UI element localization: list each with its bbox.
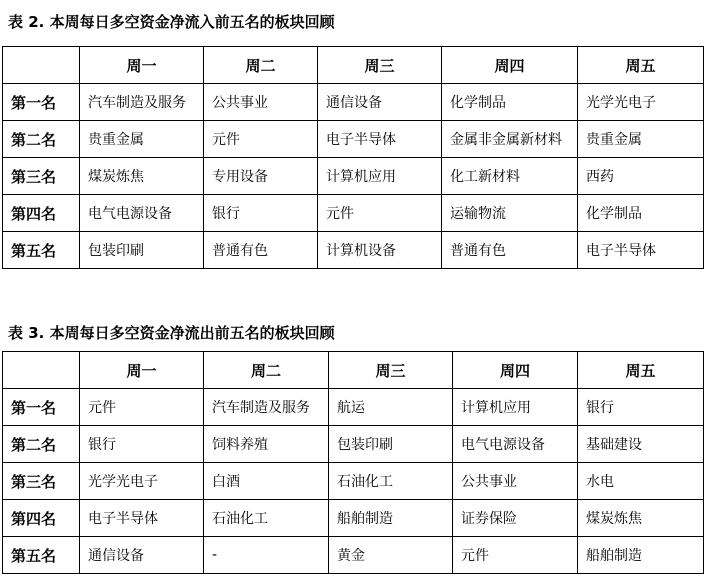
table-cell: 电子半导体	[80, 500, 204, 537]
table-cell: 船舶制造	[329, 500, 453, 537]
row-header: 第四名	[3, 500, 80, 537]
table2-inflow	[2, 46, 704, 269]
column-header: 周二	[204, 47, 318, 84]
table3-caption: 表 3. 本周每日多空资金净流出前五名的板块回顾	[8, 324, 335, 342]
table-row	[3, 121, 704, 158]
header-row	[3, 47, 704, 84]
table-cell: 电子半导体	[318, 121, 442, 158]
table-cell: 通信设备	[318, 84, 442, 121]
table-cell: 金属非金属新材料	[442, 121, 578, 158]
table-cell: 船舶制造	[578, 537, 704, 574]
row-header: 第三名	[3, 463, 80, 500]
row-header: 第二名	[3, 121, 80, 158]
column-header: 周三	[318, 47, 442, 84]
table-cell: 电气电源设备	[80, 195, 204, 232]
table-cell: 计算机设备	[318, 232, 442, 269]
table-cell: 水电	[578, 463, 704, 500]
corner-cell	[3, 352, 80, 389]
row-header: 第三名	[3, 158, 80, 195]
table-row	[3, 195, 704, 232]
table-cell: 电子半导体	[578, 232, 704, 269]
table-cell: 航运	[329, 389, 453, 426]
table-cell: 元件	[80, 389, 204, 426]
table-cell: 公共事业	[204, 84, 318, 121]
table-row	[3, 463, 704, 500]
table-cell: 银行	[80, 426, 204, 463]
column-header: 周二	[204, 352, 329, 389]
table-row	[3, 84, 704, 121]
table-cell: -	[204, 537, 329, 574]
column-header: 周一	[80, 47, 204, 84]
table-cell: 石油化工	[204, 500, 329, 537]
table-cell: 计算机应用	[318, 158, 442, 195]
table2-caption: 表 2. 本周每日多空资金净流入前五名的板块回顾	[8, 13, 335, 31]
table-cell: 西药	[578, 158, 704, 195]
table-row	[3, 158, 704, 195]
table-cell: 化工新材料	[442, 158, 578, 195]
column-header: 周四	[442, 47, 578, 84]
column-header: 周一	[80, 352, 204, 389]
table-row	[3, 500, 704, 537]
table-cell: 煤炭炼焦	[578, 500, 704, 537]
table-cell: 基础建设	[578, 426, 704, 463]
table-cell: 饲料养殖	[204, 426, 329, 463]
row-header: 第五名	[3, 232, 80, 269]
table-cell: 普通有色	[442, 232, 578, 269]
table-cell: 化学制品	[578, 195, 704, 232]
row-header: 第一名	[3, 84, 80, 121]
table-cell: 汽车制造及服务	[80, 84, 204, 121]
table-cell: 通信设备	[80, 537, 204, 574]
column-header: 周五	[578, 352, 704, 389]
table-cell: 化学制品	[442, 84, 578, 121]
table-cell: 公共事业	[453, 463, 578, 500]
table-cell: 元件	[204, 121, 318, 158]
column-header: 周四	[453, 352, 578, 389]
row-header: 第一名	[3, 389, 80, 426]
table-cell: 煤炭炼焦	[80, 158, 204, 195]
table-cell: 贵重金属	[578, 121, 704, 158]
table-cell: 银行	[204, 195, 318, 232]
row-header: 第二名	[3, 426, 80, 463]
table-cell: 元件	[453, 537, 578, 574]
table-cell: 光学光电子	[80, 463, 204, 500]
row-header: 第四名	[3, 195, 80, 232]
table-cell: 汽车制造及服务	[204, 389, 329, 426]
header-row	[3, 352, 704, 389]
column-header: 周三	[329, 352, 453, 389]
table-cell: 普通有色	[204, 232, 318, 269]
table-cell: 元件	[318, 195, 442, 232]
table-cell: 运输物流	[442, 195, 578, 232]
table-cell: 黄金	[329, 537, 453, 574]
table-cell: 专用设备	[204, 158, 318, 195]
table-cell: 银行	[578, 389, 704, 426]
table-cell: 石油化工	[329, 463, 453, 500]
table-cell: 计算机应用	[453, 389, 578, 426]
table-cell: 包装印刷	[80, 232, 204, 269]
table3-outflow	[2, 351, 704, 574]
table-cell: 证券保险	[453, 500, 578, 537]
table-cell: 白酒	[204, 463, 329, 500]
table-row	[3, 426, 704, 463]
table-cell: 光学光电子	[578, 84, 704, 121]
table-cell: 电气电源设备	[453, 426, 578, 463]
corner-cell	[3, 47, 80, 84]
row-header: 第五名	[3, 537, 80, 574]
table-row	[3, 389, 704, 426]
table-row	[3, 232, 704, 269]
table-row	[3, 537, 704, 574]
column-header: 周五	[578, 47, 704, 84]
table-cell: 贵重金属	[80, 121, 204, 158]
table-cell: 包装印刷	[329, 426, 453, 463]
